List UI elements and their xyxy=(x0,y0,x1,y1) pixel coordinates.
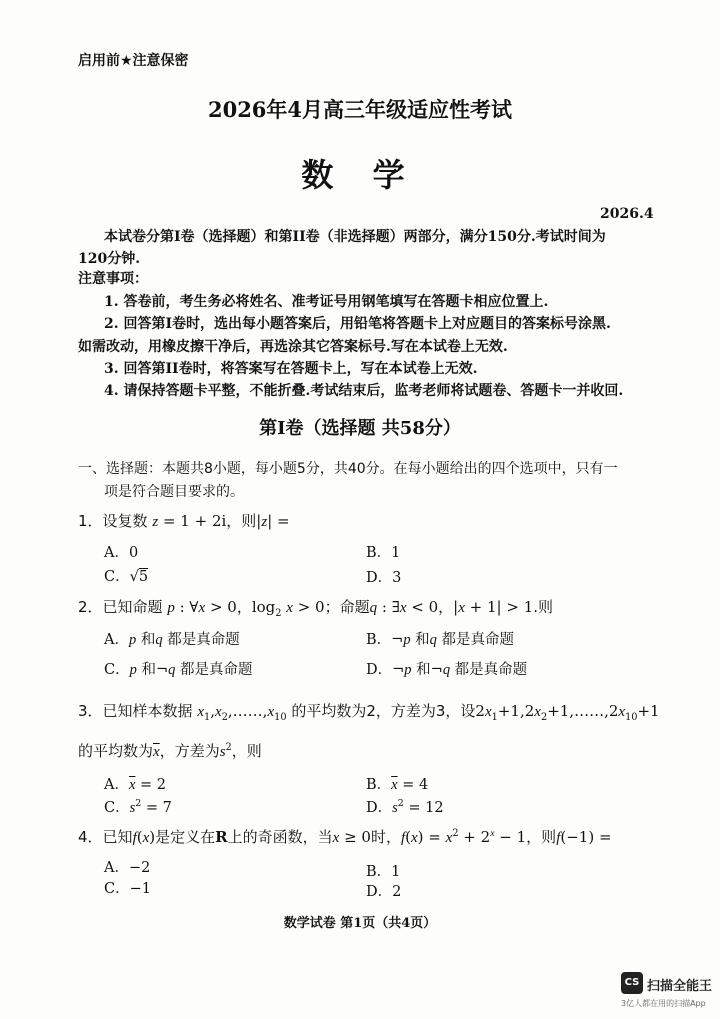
formula: x ≥ 0 xyxy=(332,828,371,846)
formula: $f(x) = x^2 + 2^x - 1$ xyxy=(400,828,527,846)
confidential-label: 启用前★注意保密 xyxy=(78,53,189,69)
formula: R xyxy=(215,828,228,846)
question-2-stem xyxy=(78,596,553,619)
question-3-stem-line-1 xyxy=(78,700,660,723)
formula: f(−1) = xyxy=(556,828,612,846)
q4-option-b: B．1 xyxy=(366,864,401,880)
q2-option-b: B．¬p 和q 都是真命题 xyxy=(366,632,515,648)
q1-option-b: B．1 xyxy=(366,545,401,561)
section1-line-1: 一、选择题：本题共8小题，每小题5分，共40分。在每小题给出的四个选项中，只有一 xyxy=(78,461,618,477)
question-text: 已知 xyxy=(102,828,133,846)
formula: $2x_1+1,2x_2+1,\dots\dots,2x_{10}+1$ xyxy=(475,702,660,723)
note-item: 3. 回答第II卷时，将答案写在答题卡上，写在本试卷上无效. xyxy=(104,361,478,377)
intro-line-1: 本试卷分第I卷（选择题）和第II卷（非选择题）两部分，满分150分.考试时间为 xyxy=(104,229,606,245)
question-number: 4． xyxy=(78,828,103,846)
formula: $\overline{x}$ xyxy=(153,744,160,760)
question-text: 是定义在 xyxy=(155,828,216,846)
note-item: 4. 请保持答题卡平整，不能折叠.考试结束后，监考老师将试题卷、答题卡一并收回. xyxy=(104,383,624,399)
question-text: .则 xyxy=(533,598,554,616)
intro-line-2: 120分钟. xyxy=(78,251,141,267)
q1-option-d: D．3 xyxy=(366,570,402,586)
question-text: ，方差为 xyxy=(159,742,220,760)
q2-option-c: C．p 和¬q 都是真命题 xyxy=(104,662,253,678)
question-text: ，则 xyxy=(526,828,557,846)
subject-title: 数 学 xyxy=(301,156,419,194)
question-4-stem xyxy=(78,826,612,847)
formula: z xyxy=(152,514,159,530)
formula: $x_1,x_2,\dots\dots,x_{10}$ xyxy=(197,702,287,723)
question-number: 3． xyxy=(78,702,103,720)
question-1-stem: 1．设复数 z = 1 + 2i，则|z| = xyxy=(78,512,290,530)
q4-option-c: C．−1 xyxy=(104,881,151,897)
q3-option-a: A．$\overline{x} = 2$ xyxy=(104,777,167,793)
q4-option-d: D．2 xyxy=(366,884,402,900)
formula: |z| = xyxy=(256,512,290,530)
q3-option-b: B．$\overline{x} = 4$ xyxy=(366,777,429,793)
formula: p : ∀x > 0，$\log_2 x > 0$ xyxy=(167,598,325,619)
note-item: 1. 答卷前，考生务必将姓名、准考证号用钢笔填写在答题卡相应位置上. xyxy=(104,294,549,310)
watermark-tagline: 3亿人都在用的扫描App xyxy=(621,999,706,1008)
question-text: 的平均数为 xyxy=(78,742,154,760)
question-number: 2． xyxy=(78,598,103,616)
q2-option-d: D．¬p 和¬q 都是真命题 xyxy=(366,662,528,678)
q3-option-c: C．$s^2 = 7$ xyxy=(104,798,172,816)
q4-option-a: A．−2 xyxy=(104,860,151,876)
question-text: 已知样本数据 xyxy=(102,702,193,720)
note-item: 如需改动，用橡皮擦干净后，再选涂其它答案标号.写在本试卷上无效. xyxy=(78,339,508,355)
question-text: ；命题 xyxy=(324,598,370,616)
note-item: 2. 回答第I卷时，选出每小题答案后，用铅笔将答题卡上对应题目的答案标号涂黑. xyxy=(104,316,611,332)
exam-title: 2026年4月高三年级适应性考试 xyxy=(207,97,513,122)
q1-option-c: C．√5 xyxy=(104,569,149,585)
part1-heading: 第I卷（选择题 共58分） xyxy=(259,418,461,439)
notes-heading: 注意事项： xyxy=(78,271,148,287)
question-text: 时， xyxy=(370,828,401,846)
formula: $s^2$ xyxy=(219,742,232,760)
camscanner-logo-icon: CS xyxy=(621,972,643,994)
formula: f(x) xyxy=(132,828,156,846)
question-text: 设复数 xyxy=(102,512,148,530)
question-number: 1． xyxy=(78,512,103,530)
question-text: ，则 xyxy=(231,742,262,760)
question-text: 的平均数为2，方差为3，设 xyxy=(291,702,476,720)
page-footer: 数学试卷 第1页（共4页） xyxy=(283,916,437,931)
q1-option-a: A．0 xyxy=(104,545,139,561)
watermark-app-name: 扫描全能王 xyxy=(647,979,713,994)
question-text: 已知命题 xyxy=(102,598,163,616)
exam-date: 2026.4 xyxy=(600,206,654,222)
question-3-stem-line-2 xyxy=(78,740,262,761)
question-text: ，则 xyxy=(226,512,257,530)
section1-line-2: 项是符合题目要求的。 xyxy=(104,484,244,500)
formula: q : ∃x < 0，|x + 1| > 1 xyxy=(369,598,534,616)
formula: √5 xyxy=(129,569,149,585)
q3-option-d: D．$s^2 = 12$ xyxy=(366,798,444,816)
q2-option-a: A．p 和q 都是真命题 xyxy=(104,632,240,648)
question-text: 上的奇函数，当 xyxy=(227,828,333,846)
